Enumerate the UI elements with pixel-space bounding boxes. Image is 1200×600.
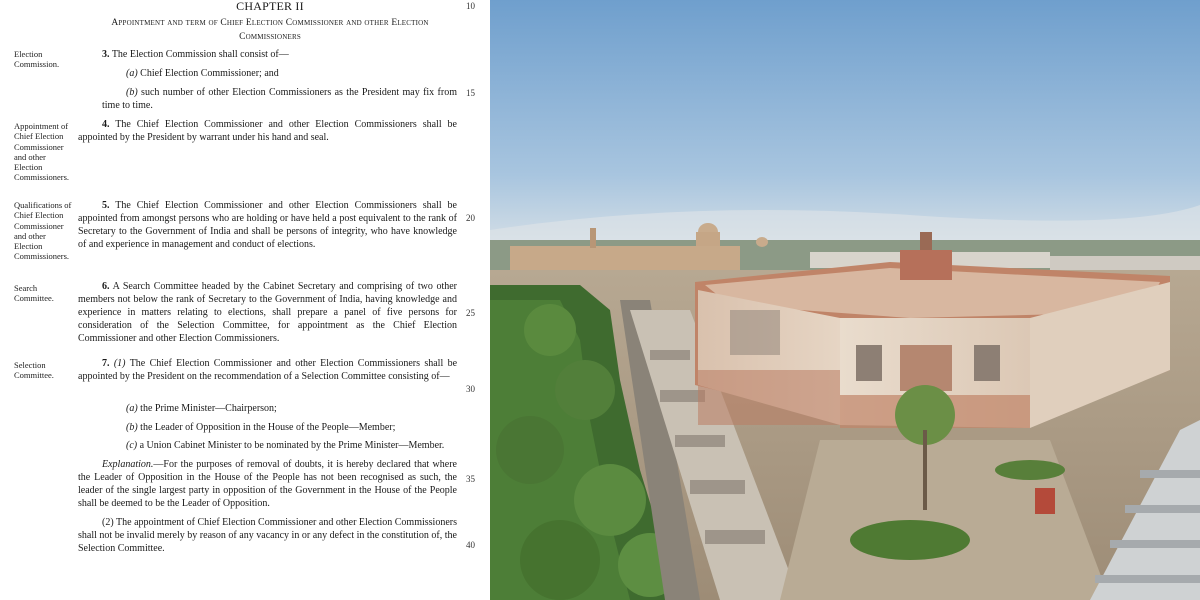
tree [496, 416, 564, 484]
clause-label: (b) [126, 422, 138, 433]
facade-window [974, 345, 1000, 381]
section-number: 4. [102, 119, 110, 130]
parliament-aerial-photo [490, 0, 1200, 600]
line-number: 25 [466, 308, 475, 318]
section-number: 7. [102, 358, 110, 369]
clause-label: (b) [126, 87, 138, 98]
section-5 [78, 199, 457, 251]
section-3 [102, 48, 457, 61]
clause-text: the Prime Minister—Chairperson; [140, 403, 277, 414]
margin-note-section-7: Selection Committee. [14, 360, 54, 381]
clause-2 [78, 516, 457, 555]
clause-item [126, 421, 457, 434]
tree [555, 360, 615, 420]
line-number: 35 [466, 474, 475, 484]
tree [574, 464, 646, 536]
clause-text: Chief Election Commissioner; and [140, 68, 279, 79]
section-number: 6. [102, 281, 110, 292]
distant-building [1050, 256, 1200, 270]
explanation [78, 458, 457, 510]
clause-label: (a) [126, 68, 138, 79]
clause-item [126, 67, 457, 80]
margin-note-section-4: Appointment of Chief Election Commissioner and other Election Commissioners. [14, 121, 70, 183]
clause-label: (2) [102, 517, 114, 528]
vehicle [1035, 488, 1055, 514]
clause-text: The appointment of Chief Election Commissioner and other Election Commissioners shall not be invalid merely by reason of any vacancy in or any defect in the constitution of, the Selection Committee. [78, 517, 457, 554]
line-number: 10 [466, 1, 475, 11]
explanation-text: —For the purposes of removal of doubts, it is hereby declared that where the Leader of Opposition in the House of the People has not been recognised as such, the leader of the single largest party in opposition of the Government in the House of the People shall be deemed to be the Leader of Opposition. [78, 459, 457, 509]
distant-tower [590, 228, 596, 248]
line-number: 30 [466, 384, 475, 394]
section-number: 3. [102, 49, 110, 60]
clause-item [126, 402, 457, 415]
clause-label: (c) [126, 440, 138, 451]
red-stone-base [698, 370, 840, 425]
sub-section-number: (1) [113, 358, 126, 369]
clause-item [102, 86, 457, 112]
distant-building [696, 232, 720, 246]
chapter-title: CHAPTER II [236, 0, 304, 13]
clause-item [126, 439, 457, 452]
margin-note-section-6: Search Committee. [14, 283, 54, 304]
section-4 [78, 118, 457, 144]
section-text: The Chief Election Commissioner and other Election Commissioners shall be appointed by the President on the recommendation of a Selection Committee consisting of— [78, 358, 458, 382]
section-text: A Search Committee headed by the Cabinet Secretary and comprising of two other members not below the rank of Secretary to the Government of India, having knowledge and experience in matters relating to elections, shall prepare a panel of five persons for consideration of the Selection Committee, for appointment as the Chief Election Commissioner and other Election Commissioners. [78, 281, 458, 344]
line-number: 40 [466, 540, 475, 550]
clause-label: (a) [126, 403, 138, 414]
explanation-label: Explanation. [102, 459, 154, 470]
section-number: 5. [102, 200, 110, 211]
lawn [995, 460, 1065, 480]
tree [524, 304, 576, 356]
clause-text: a Union Cabinet Minister to be nominated by the Prime Minister—Member. [139, 440, 445, 451]
section-7 [78, 357, 457, 383]
section-text: The Chief Election Commissioner and other Election Commissioners shall be appointed by the President by warrant under his hand and seal. [78, 119, 457, 143]
distant-dome [756, 237, 768, 247]
line-number: 20 [466, 213, 475, 223]
chapter-heading: Appointment and term of Chief Election Commissioner and other Election Commissioners [111, 18, 429, 42]
distant-building [510, 246, 740, 270]
margin-note-section-3: Election Commission. [14, 49, 60, 70]
central-block [900, 250, 952, 280]
clause-text: such number of other Election Commissioners as the President may fix from time to time. [102, 87, 457, 111]
tree-trunk [923, 430, 927, 510]
section-text: The Election Commission shall consist of— [111, 49, 289, 60]
margin-note-section-5: Qualifications of Chief Election Commissioner and other Election Commissioners. [14, 200, 72, 262]
section-text: The Chief Election Commissioner and other Election Commissioners shall be appointed from amongst persons who are holding or have held a post equivalent to the rank of Secretary to the Government of India and shall be persons of integrity, who have knowledge of and experience in management and conduct of elections. [78, 200, 457, 250]
photo-illustration [490, 0, 1200, 600]
tree [520, 520, 600, 600]
lawn [850, 520, 970, 560]
facade-windows [730, 310, 780, 355]
line-number: 15 [466, 88, 475, 98]
national-emblem [920, 232, 932, 250]
facade-window [856, 345, 882, 381]
facade-emblem-panel [900, 345, 952, 391]
section-6 [78, 280, 457, 345]
clause-text: the Leader of Opposition in the House of the People—Member; [140, 422, 396, 433]
document-page [0, 0, 490, 600]
